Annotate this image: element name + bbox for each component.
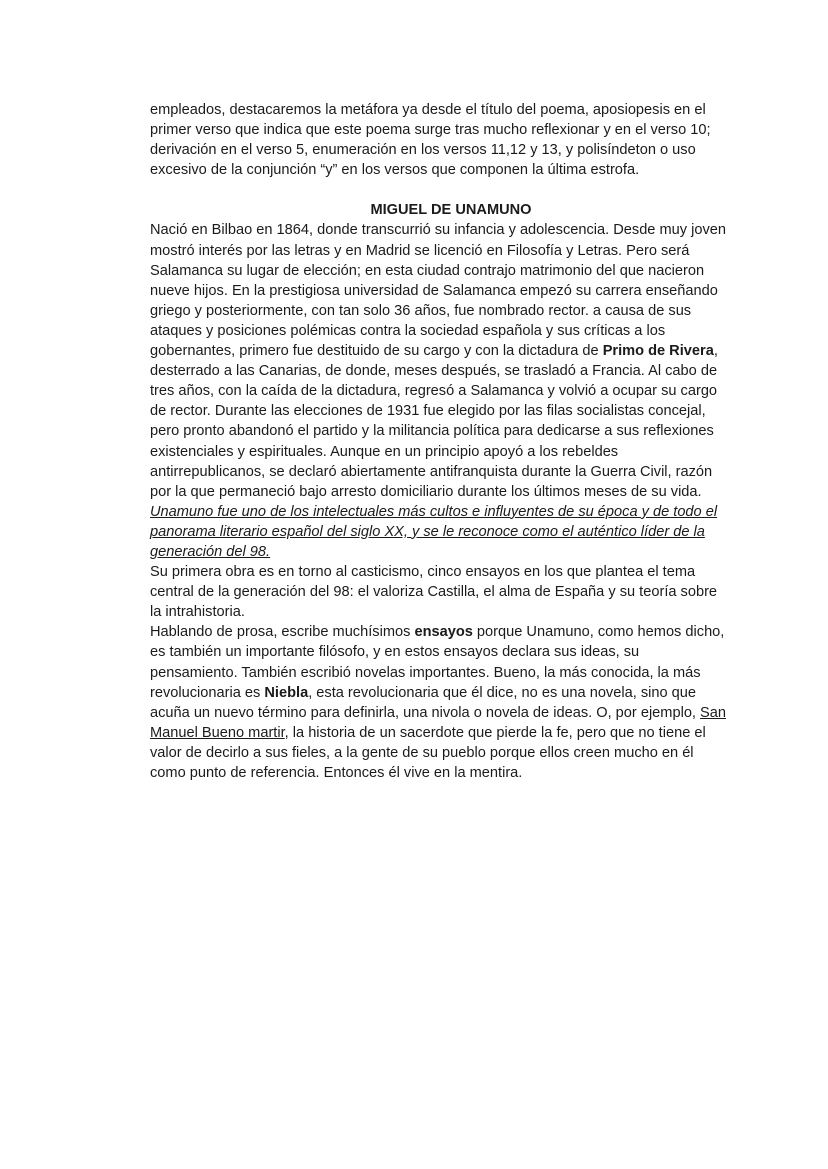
- casticismo-paragraph: Su primera obra es en torno al casticismo, cinco ensayos en los que plantea el tema central de la generación del 98: el valoriza Castilla, el alma de España y su teoría sobre la intrahistoria.: [150, 564, 718, 621]
- prosa-text-3: , esta revolucionaria que él dice, no es una novela, sino que acuña un nuevo término para definirla, una nivola o novela de ideas. O, por ejemplo,: [150, 684, 701, 721]
- intro-paragraph: empleados, destacaremos la metáfora ya desde el título del poema, aposiopesis en el primer verso que indica que este poema surge tras mucho reflexionar y en el verso 10; derivación en el verso 5, enumeración en los versos 11,12 y 13, y polisíndeton o uso excesivo de la conjunción “y” en los versos que componen la última estrofa.: [150, 102, 711, 179]
- biography-paragraph: [150, 220, 730, 562]
- prosa-text-4: , la historia de un sacerdote que pierde la fe, pero que no tiene el valor de decirlo a sus fieles, a la gente de su pueblo porque ellos creen mucho en él como punto de referencia. Entonces él vive en la mentira.: [150, 724, 706, 781]
- prosa-underline-san-manuel: San Manuel Bueno martir: [150, 704, 727, 741]
- prosa-bold-niebla: Niebla: [264, 684, 309, 701]
- prosa-text-1: Hablando de prosa, escribe muchísimos: [150, 624, 415, 641]
- section-heading: MIGUEL DE UNAMUNO: [370, 202, 532, 219]
- bio-bold-primo-de-rivera: Primo de Rivera: [602, 343, 714, 360]
- bio-highlight: Unamuno fue uno de los intelectuales más cultos e influyentes de su época y de todo el panorama literario español del siglo XX, y se le reconoce como el auténtico líder de la generación del 98.: [150, 503, 718, 560]
- prosa-bold-ensayos: ensayos: [414, 624, 473, 641]
- prosa-text-2: porque Unamuno, como hemos dicho, es también un importante filósofo, y en estos ensayos declara sus ideas, su pensamiento. También escribió novelas importantes. Bueno, la más conocida, la más revolucionaria es: [150, 624, 725, 701]
- prosa-paragraph: [150, 622, 730, 783]
- bio-text-2: , desterrado a las Canarias, de donde, meses después, se trasladó a Francia. Al cabo de tres años, con la caída de la dictadura, regresó a Salamanca y volvió a ocupar su cargo de rector. Durante las elecciones de 1931 fue elegido por las filas socialistas concejal, pero pronto abandonó el partido y la militancia política para dedicarse a sus reflexiones existenciales y espirituales. Aunque en un principio apoyó a los rebeldes antirrepublicanos, se declaró abiertamente antifranquista durante la Guerra Civil, razón por la que permaneció bajo arresto domiciliario durante los últimos meses de su vida.: [150, 343, 718, 500]
- document-page: [150, 100, 730, 783]
- bio-text-1: Nació en Bilbao en 1864, donde transcurrió su infancia y adolescencia. Desde muy joven mostró interés por las letras y en Madrid se licenció en Filosofía y Letras. Pero será Salamanca su lugar de elección; en esta ciudad contrajo matrimonio del que nacieron nueve hijos. En la prestigiosa universidad de Salamanca empezó su carrera enseñando griego y posteriormente, con tan solo 36 años, fue nombrado rector. a causa de sus ataques y posiciones polémicas contra la sociedad española y sus críticas a los gobernantes, primero fue destituido de su cargo y con la dictadura de: [150, 222, 726, 360]
